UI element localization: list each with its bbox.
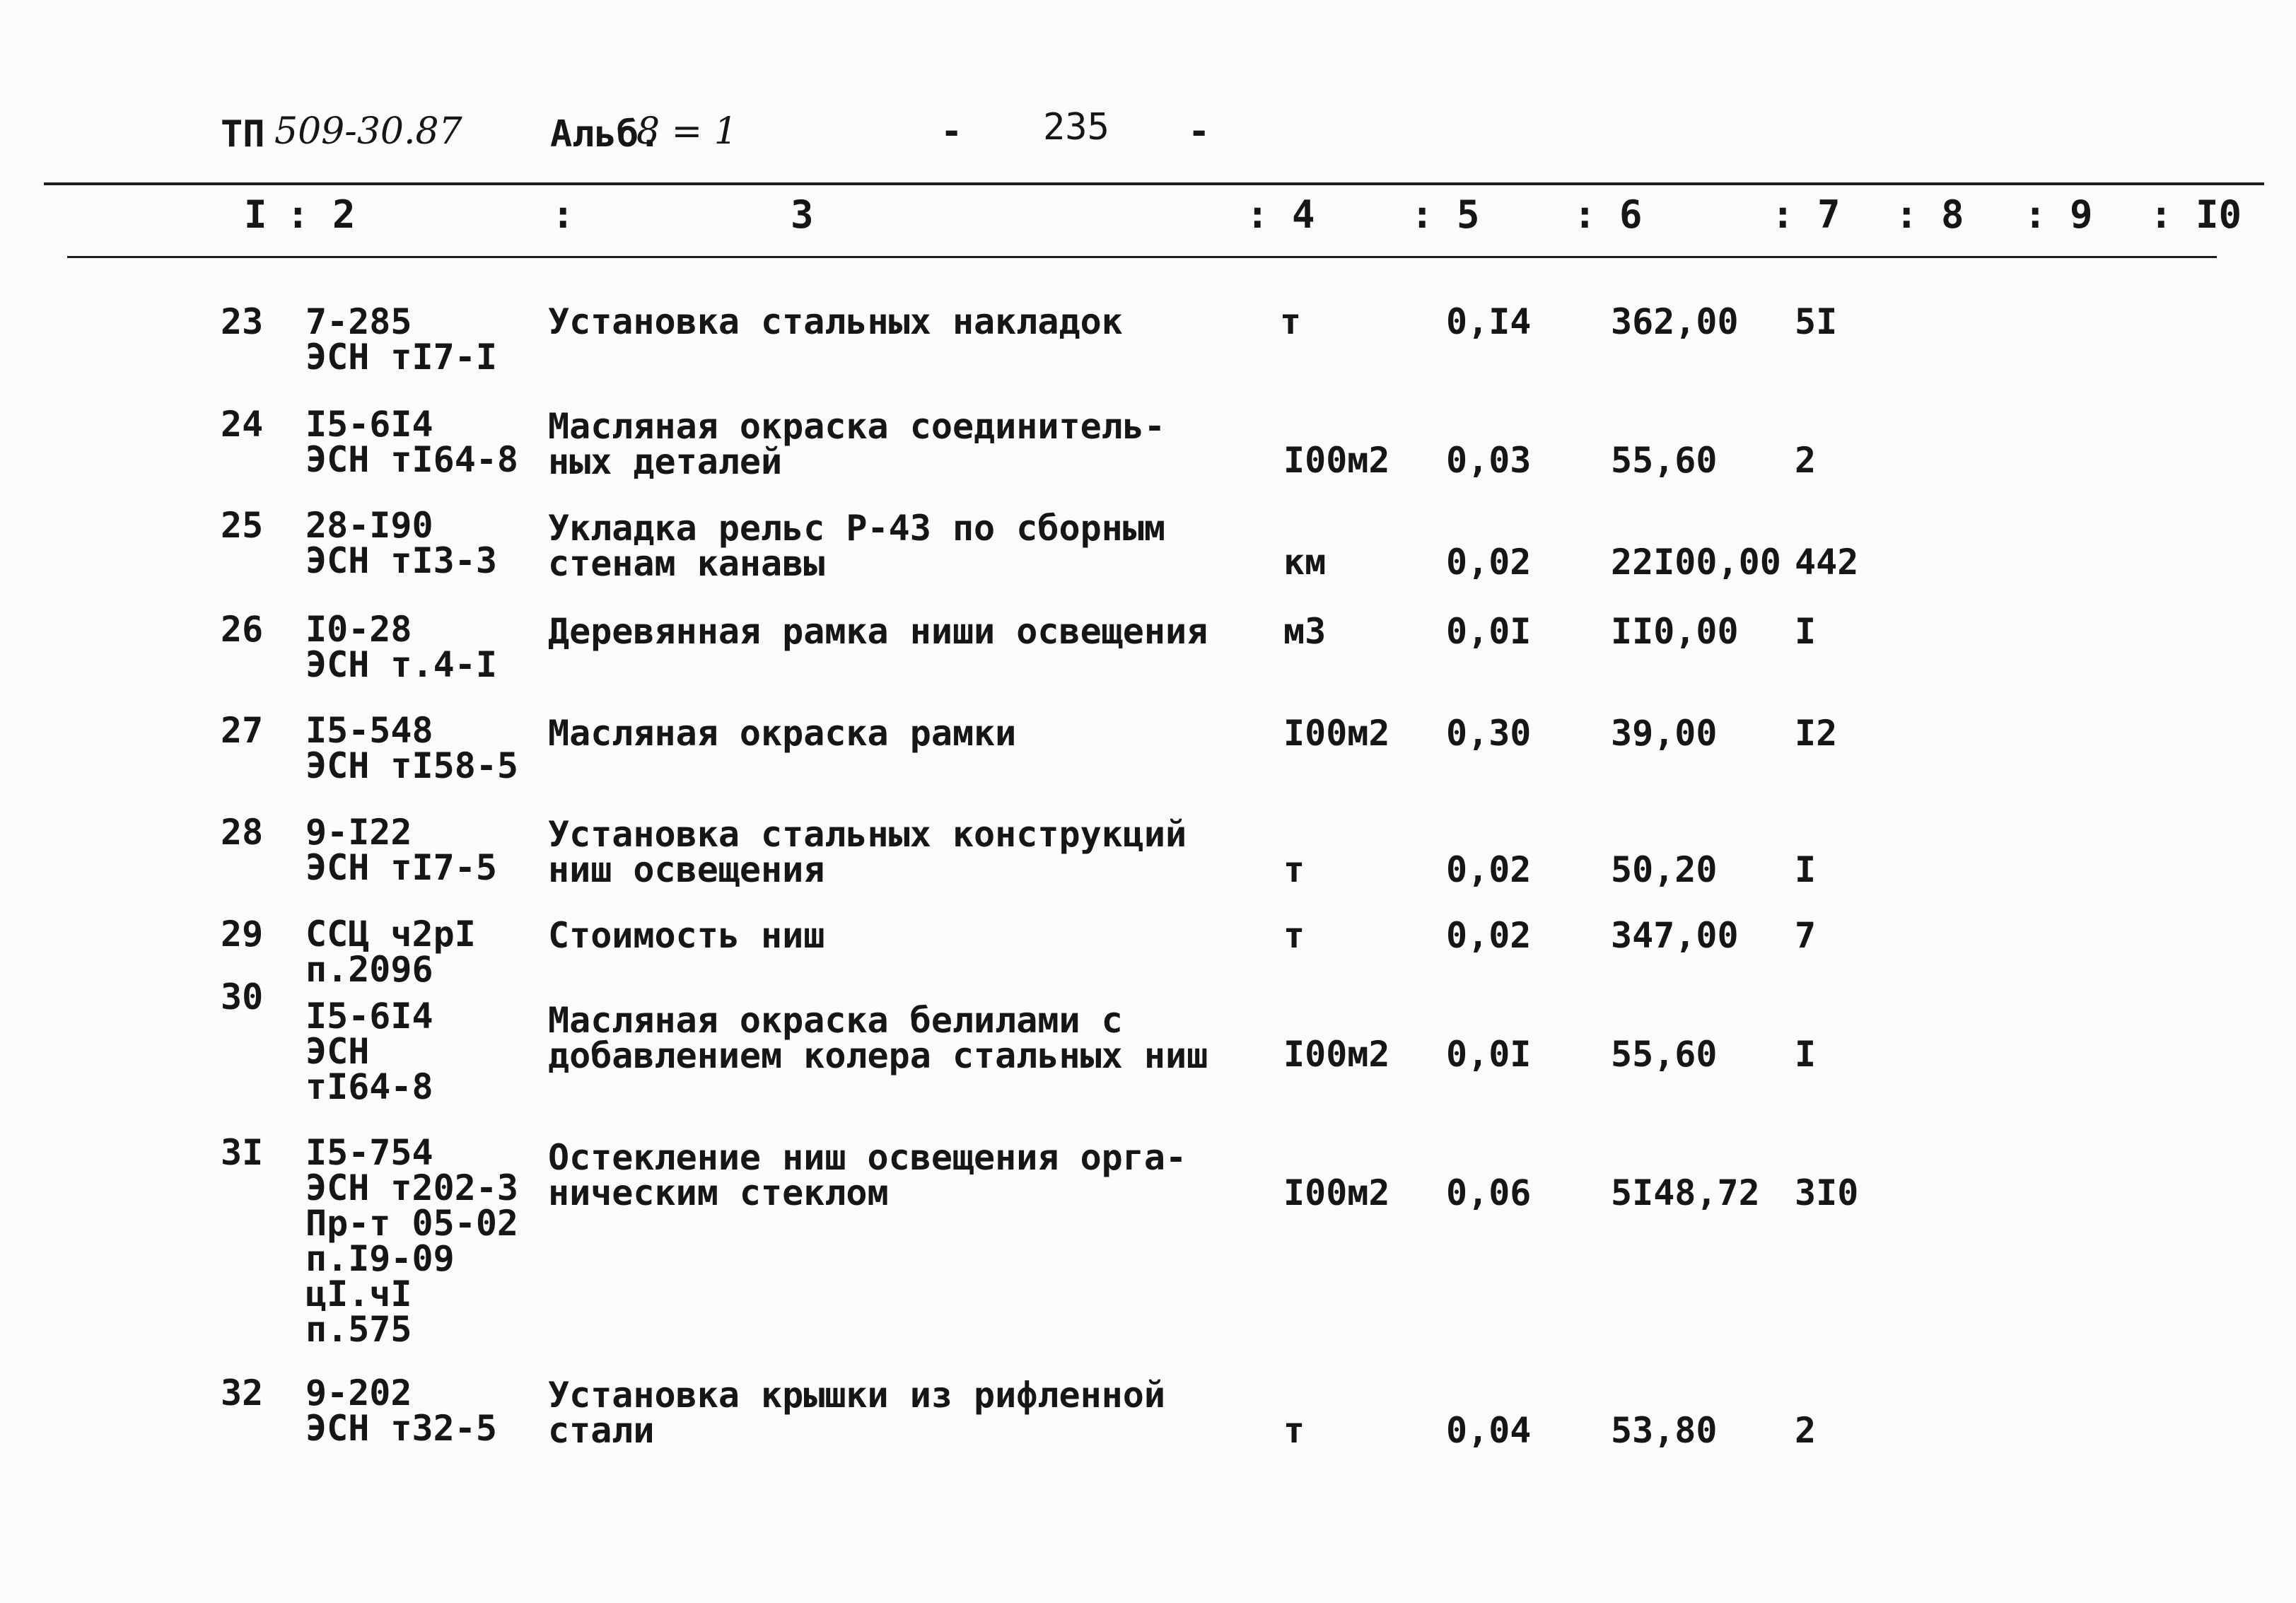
quantity: 0,03: [1446, 440, 1532, 481]
norm-code: 28-I90 ЭСН тI3-3: [305, 505, 497, 581]
quantity: 0,02: [1446, 915, 1532, 956]
work-description: Остекление ниш освещения орга- ническим стеклом: [548, 1137, 1187, 1213]
work-description: Деревянная рамка ниши освещения: [548, 611, 1208, 652]
col-header-8: : 8: [1895, 192, 1964, 237]
unit: т: [1283, 849, 1305, 890]
total-cost: I: [1795, 1034, 1817, 1075]
norm-code: 7-285 ЭСН тI7-I: [305, 301, 497, 378]
unit: км: [1283, 542, 1327, 583]
unit: I00м2: [1283, 1172, 1390, 1213]
total-cost: I: [1795, 611, 1817, 652]
page-number: 235: [1043, 106, 1109, 148]
work-description: Установка стальных накладок: [548, 301, 1123, 342]
unit-price: 347,00: [1611, 915, 1739, 956]
col-header-10: : I0: [2150, 192, 2242, 237]
row-number: 29: [221, 914, 264, 955]
unit-price: 53,80: [1611, 1410, 1718, 1451]
quantity: 0,04: [1446, 1410, 1532, 1451]
doc-number: 509-30.87: [274, 110, 462, 153]
work-description: Укладка рельс Р-43 по сборным стенам канавы: [548, 508, 1165, 584]
row-number: 25: [221, 505, 264, 546]
total-cost: I: [1795, 849, 1817, 890]
doc-prefix: ТП: [221, 113, 265, 156]
unit: т: [1283, 915, 1305, 956]
norm-code: I5-754 ЭСН т202-3 Пр-т 05-02 п.I9-09 цI.чI п.575: [305, 1132, 519, 1350]
norm-code: I0-28 ЭСН т.4-I: [305, 609, 497, 685]
norm-code: I5-548 ЭСН тI58-5: [305, 710, 519, 786]
unit: I00м2: [1283, 713, 1390, 754]
norm-code: 9-202 ЭСН т32-5: [305, 1372, 497, 1449]
col-header-6: : 6: [1573, 192, 1643, 237]
row-number: 26: [221, 609, 264, 650]
work-description: Установка крышки из рифленной стали: [548, 1375, 1165, 1451]
unit: м3: [1283, 611, 1327, 652]
row-number: 3I: [221, 1132, 264, 1173]
quantity: 0,02: [1446, 849, 1532, 890]
total-cost: I2: [1795, 713, 1838, 754]
norm-code: 9-I22 ЭСН тI7-5: [305, 812, 497, 888]
quantity: 0,I4: [1446, 301, 1532, 342]
row-number: 24: [221, 404, 264, 445]
norm-code: ССЦ ч2рI п.2096: [305, 914, 476, 990]
quantity: 0,30: [1446, 713, 1532, 754]
album-prefix: Альб.: [550, 113, 661, 156]
work-description: Масляная окраска рамки: [548, 713, 1017, 754]
total-cost: 5I: [1795, 301, 1838, 342]
page-dash-right: -: [1188, 110, 1211, 153]
col-header-1: I: [244, 192, 267, 237]
unit-price: 55,60: [1611, 440, 1718, 481]
unit: т: [1283, 1410, 1305, 1451]
work-description: Масляная окраска соединитель- ных деталей: [548, 406, 1165, 482]
col-header-9: : 9: [2024, 192, 2093, 237]
row-number: 30: [221, 977, 264, 1018]
work-description: Стоимость ниш: [548, 915, 825, 956]
table-top-rule: [44, 182, 2264, 185]
unit: I00м2: [1283, 1034, 1390, 1075]
col-header-sep: :: [552, 192, 575, 237]
row-number: 28: [221, 812, 264, 853]
norm-code: I5-6I4 ЭСН тI64-8: [305, 996, 433, 1107]
album-number: 8 = 1: [636, 110, 738, 153]
unit-price: 22I00,00: [1611, 542, 1781, 583]
total-cost: 7: [1795, 915, 1817, 956]
col-header-3: 3: [791, 192, 814, 237]
quantity: 0,02: [1446, 542, 1532, 583]
quantity: 0,0I: [1446, 611, 1532, 652]
work-description: Установка стальных конструкций ниш освещения: [548, 814, 1187, 890]
total-cost: 2: [1795, 440, 1817, 481]
page-dash-left: -: [940, 110, 963, 153]
col-header-7: : 7: [1771, 192, 1841, 237]
unit-price: 362,00: [1611, 301, 1739, 342]
row-number: 27: [221, 710, 264, 751]
total-cost: 2: [1795, 1410, 1817, 1451]
col-header-5: : 5: [1411, 192, 1480, 237]
quantity: 0,0I: [1446, 1034, 1532, 1075]
unit-price: 55,60: [1611, 1034, 1718, 1075]
unit-price: 5I48,72: [1611, 1172, 1760, 1213]
norm-code: I5-6I4 ЭСН тI64-8: [305, 404, 519, 480]
quantity: 0,06: [1446, 1172, 1532, 1213]
col-header-2: : 2: [286, 192, 356, 237]
unit: I00м2: [1283, 440, 1390, 481]
unit: т: [1280, 301, 1302, 342]
unit-price: 50,20: [1611, 849, 1718, 890]
row-number: 23: [221, 301, 264, 342]
total-cost: 442: [1795, 542, 1859, 583]
row-number: 32: [221, 1372, 264, 1413]
work-description: Масляная окраска белилами с добавлением колера стальных ниш: [548, 1000, 1208, 1076]
table-header-rule: [67, 256, 2217, 258]
col-header-4: : 4: [1246, 192, 1315, 237]
unit-price: II0,00: [1611, 611, 1739, 652]
unit-price: 39,00: [1611, 713, 1718, 754]
total-cost: 3I0: [1795, 1172, 1859, 1213]
